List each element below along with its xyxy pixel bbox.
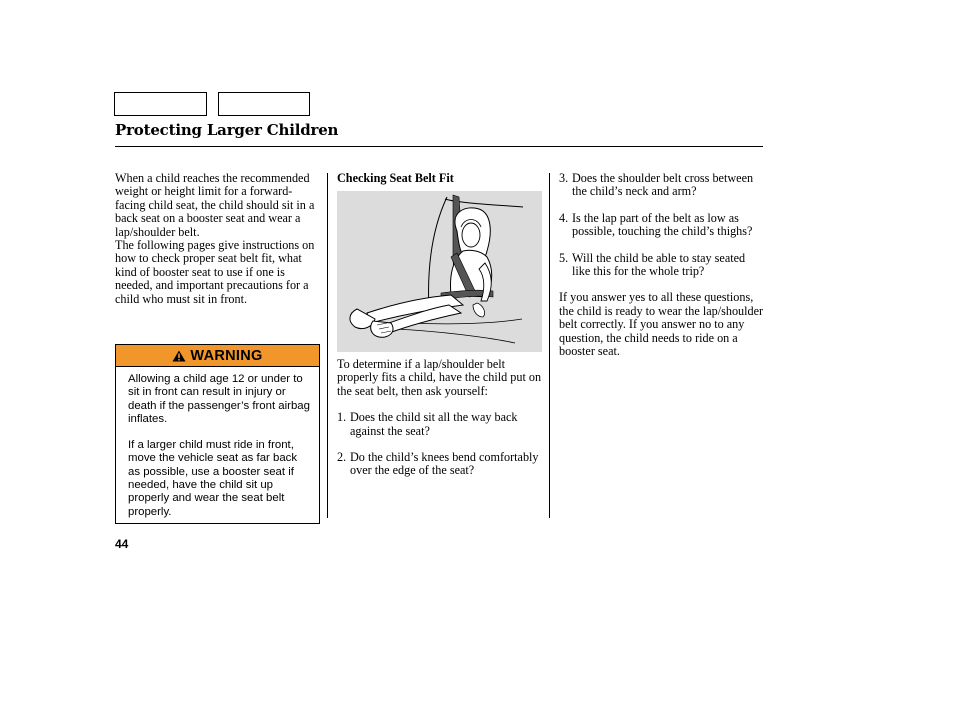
belt-fit-column: [337, 171, 543, 478]
question-number: 3.: [559, 171, 569, 185]
belt-fit-text: [337, 358, 543, 478]
warning-body: [116, 367, 319, 519]
column-divider-2: [549, 173, 550, 518]
question-number: 1.: [337, 410, 347, 425]
title-rule: [115, 146, 763, 147]
column-divider-1: [327, 173, 328, 518]
child-in-seat-belt-illustration: [337, 191, 542, 352]
intro-paragraph-2: The following pages give instructions on how to check proper seat belt fit, what kind of booster seat to use if one is needed, and important precautions for a child who must sit in front.: [115, 238, 315, 306]
page-number: 44: [115, 537, 129, 551]
question-text: Does the child sit all the way back against the seat?: [350, 410, 518, 438]
warning-header: [116, 345, 319, 367]
question-number: 2.: [337, 450, 347, 465]
header-tab-box-2: [218, 92, 310, 116]
warning-paragraph-2: If a larger child must ride in front, move the vehicle seat as far back as possible, use a booster seat if needed, have the child sit up properly and wear the seat belt properly.: [128, 439, 298, 518]
intro-paragraph-1: When a child reaches the recommended weight or height limit for a forward-facing child seat, the child should sit in a back seat on a booster seat and wear a lap/shoulder belt.: [115, 171, 315, 239]
warning-box: [115, 344, 320, 524]
belt-fit-heading: Checking Seat Belt Fit: [337, 171, 454, 185]
child-figure-svg: [337, 191, 542, 352]
question-text: Will the child be able to stay seated like this for the whole trip?: [572, 250, 746, 279]
question-number: 4.: [559, 210, 569, 225]
warning-label: WARNING: [190, 347, 263, 364]
question-item: [559, 172, 764, 199]
question-text: Does the shoulder belt cross between the child’s neck and arm?: [572, 171, 754, 199]
question-item: [337, 411, 543, 438]
question-item: [559, 252, 764, 279]
question-number: 5.: [559, 250, 569, 265]
question-text: Is the lap part of the belt as low as possible, touching the child’s thighs?: [572, 210, 753, 239]
question-item: [559, 212, 764, 239]
questions-column: [559, 172, 764, 358]
page-title: Protecting Larger Children: [115, 121, 339, 139]
belt-fit-intro: To determine if a lap/shoulder belt properly fits a child, have the child put on the seat belt, then ask yourself:: [337, 357, 542, 398]
intro-column: [115, 172, 320, 306]
question-text: Do the child’s knees bend comfortably over the edge of the seat?: [350, 450, 539, 478]
header-tab-box-1: [114, 92, 207, 116]
belt-fit-conclusion: If you answer yes to all these questions, the child is ready to wear the lap/shoulder belt correctly. If you answer no to any question, the child needs to ride on a booster seat.: [559, 290, 764, 359]
warning-triangle-icon: [172, 350, 186, 362]
warning-paragraph-1: Allowing a child age 12 or under to sit in front can result in injury or death if the passenger’s front airbag inflates.: [128, 373, 310, 425]
question-item: [337, 451, 543, 478]
